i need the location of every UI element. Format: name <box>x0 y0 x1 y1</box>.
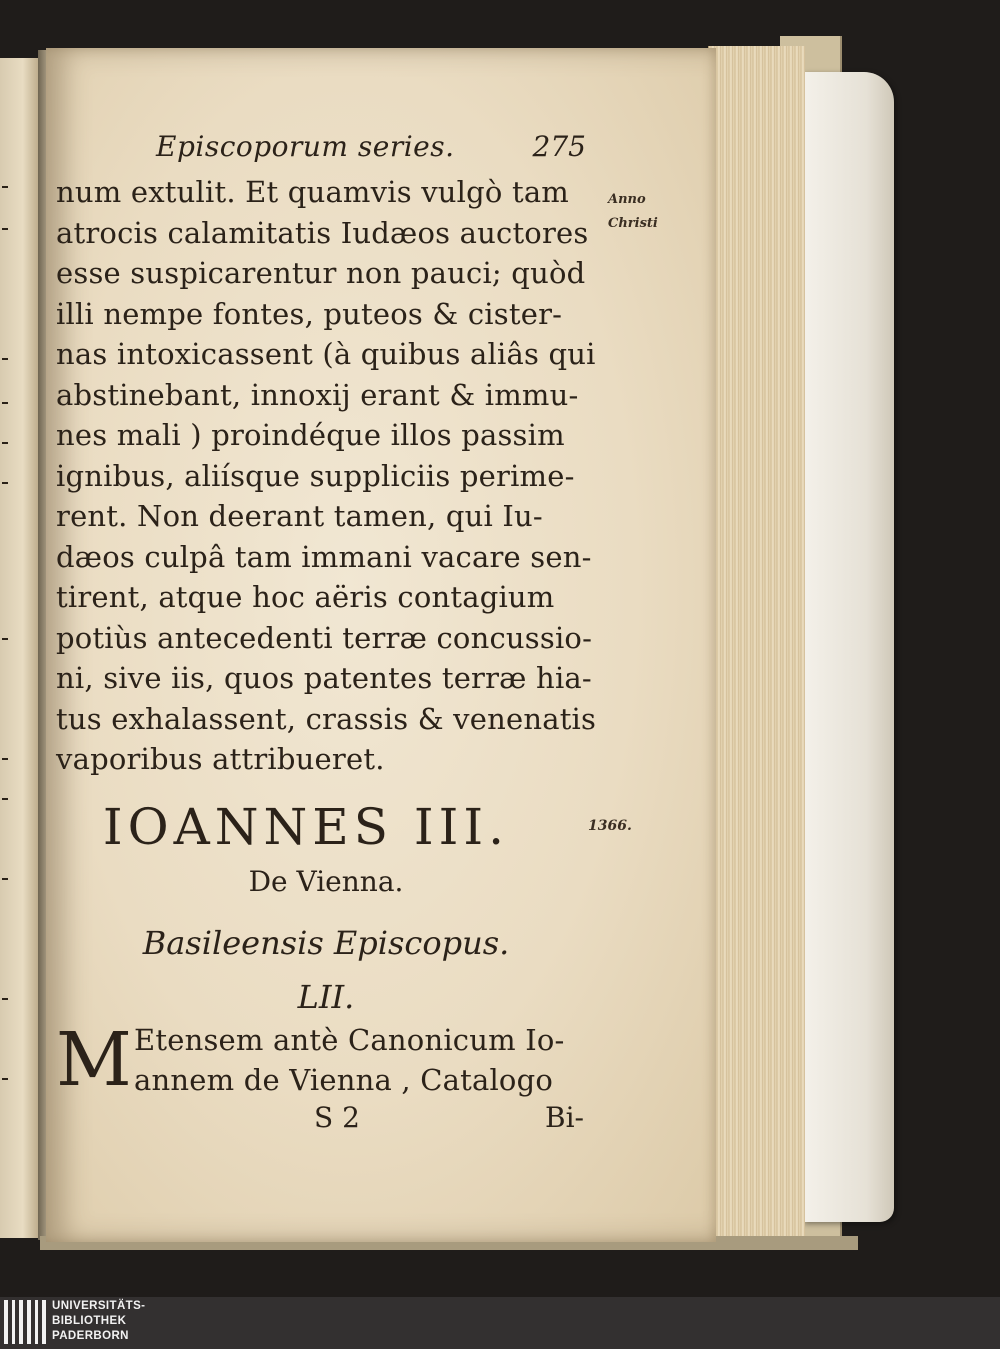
margin-note-line: Christi <box>608 216 658 231</box>
body-line: Etensem antè Canonicum Io- <box>134 1022 565 1057</box>
body-line: illi nempe fontes, puteos & cister- <box>56 296 563 331</box>
margin-note-year: 1366. <box>588 818 632 834</box>
body-line: num extulit. Et quamvis vulgò tam <box>56 175 570 209</box>
left-page-text-fragment <box>2 798 8 800</box>
body-line: nes mali ) proindéque illos passim <box>56 418 565 452</box>
catchword: Bi- <box>545 1100 584 1134</box>
section-heading-name: IOANNES III. <box>102 797 510 856</box>
footer-bar <box>0 1297 1000 1349</box>
section-heading-title: Basileensis Episcopus. <box>142 923 510 962</box>
institution-line: UNIVERSITÄTS- <box>52 1300 146 1312</box>
margin-note-anno <box>608 188 658 236</box>
institution-line: PADERBORN <box>52 1330 129 1342</box>
signature-mark: S 2 <box>314 1100 360 1134</box>
body-line: annem de Vienna , Catalogo <box>134 1063 554 1097</box>
body-line: potiùs antecedenti terræ concussio- <box>56 620 593 655</box>
body-text <box>56 172 596 780</box>
body-line: dæos culpâ tam immani vacare sen- <box>56 539 592 574</box>
running-head <box>56 128 596 172</box>
margin-note-line: Anno <box>608 192 646 207</box>
body-line: ni, sive iis, quos patentes terræ hia- <box>56 661 592 695</box>
body-line: abstinebant, innoxij erant & immu- <box>56 377 579 412</box>
left-page-text-fragment <box>2 482 8 484</box>
institution-logo-text <box>52 1299 145 1344</box>
left-page-text-fragment <box>2 998 8 1000</box>
body-line: tus exhalassent, crassis & venenatis <box>56 701 597 736</box>
section-heading-subtitle: De Vienna. <box>248 864 404 898</box>
page-text <box>56 128 596 1141</box>
left-page-text-fragment <box>2 186 8 188</box>
page-footer-line <box>56 1101 596 1141</box>
body-line: atrocis calamitatis Iudæos auctores <box>56 215 589 250</box>
page-number: 275 <box>532 130 586 163</box>
left-page-text-fragment <box>2 358 8 360</box>
new-paragraph <box>56 1016 596 1103</box>
barcode-stripes-logo-icon <box>4 1300 46 1344</box>
body-line: ignibus, aliísque suppliciis perime- <box>56 458 575 493</box>
body-line: tirent, atque hoc aëris contagium <box>56 580 555 614</box>
left-page-text-fragment <box>2 758 8 760</box>
left-page-text-fragment <box>2 442 8 444</box>
left-page-text-fragment <box>2 878 8 880</box>
institution-line: BIBLIOTHEK <box>52 1315 127 1327</box>
body-line: vaporibus attribueret. <box>56 742 385 776</box>
inserted-paper-slip <box>802 72 894 1222</box>
body-line: nas intoxicassent (à quibus aliâs qui <box>56 337 596 371</box>
left-page-text-fragment <box>2 402 8 404</box>
running-title: Episcoporum series. <box>156 130 455 163</box>
left-page-edge <box>0 58 40 1238</box>
drop-cap: M <box>56 1016 132 1103</box>
section-number: LII. <box>297 977 355 1016</box>
body-line: rent. Non deerant tamen, qui Iu- <box>56 499 543 533</box>
left-page-text-fragment <box>2 638 8 640</box>
left-page-text-fragment <box>2 228 8 230</box>
left-page-text-fragment <box>2 1078 8 1080</box>
page-block-edges <box>708 46 805 1242</box>
body-line: esse suspicarentur non pauci; quòd <box>56 256 586 290</box>
